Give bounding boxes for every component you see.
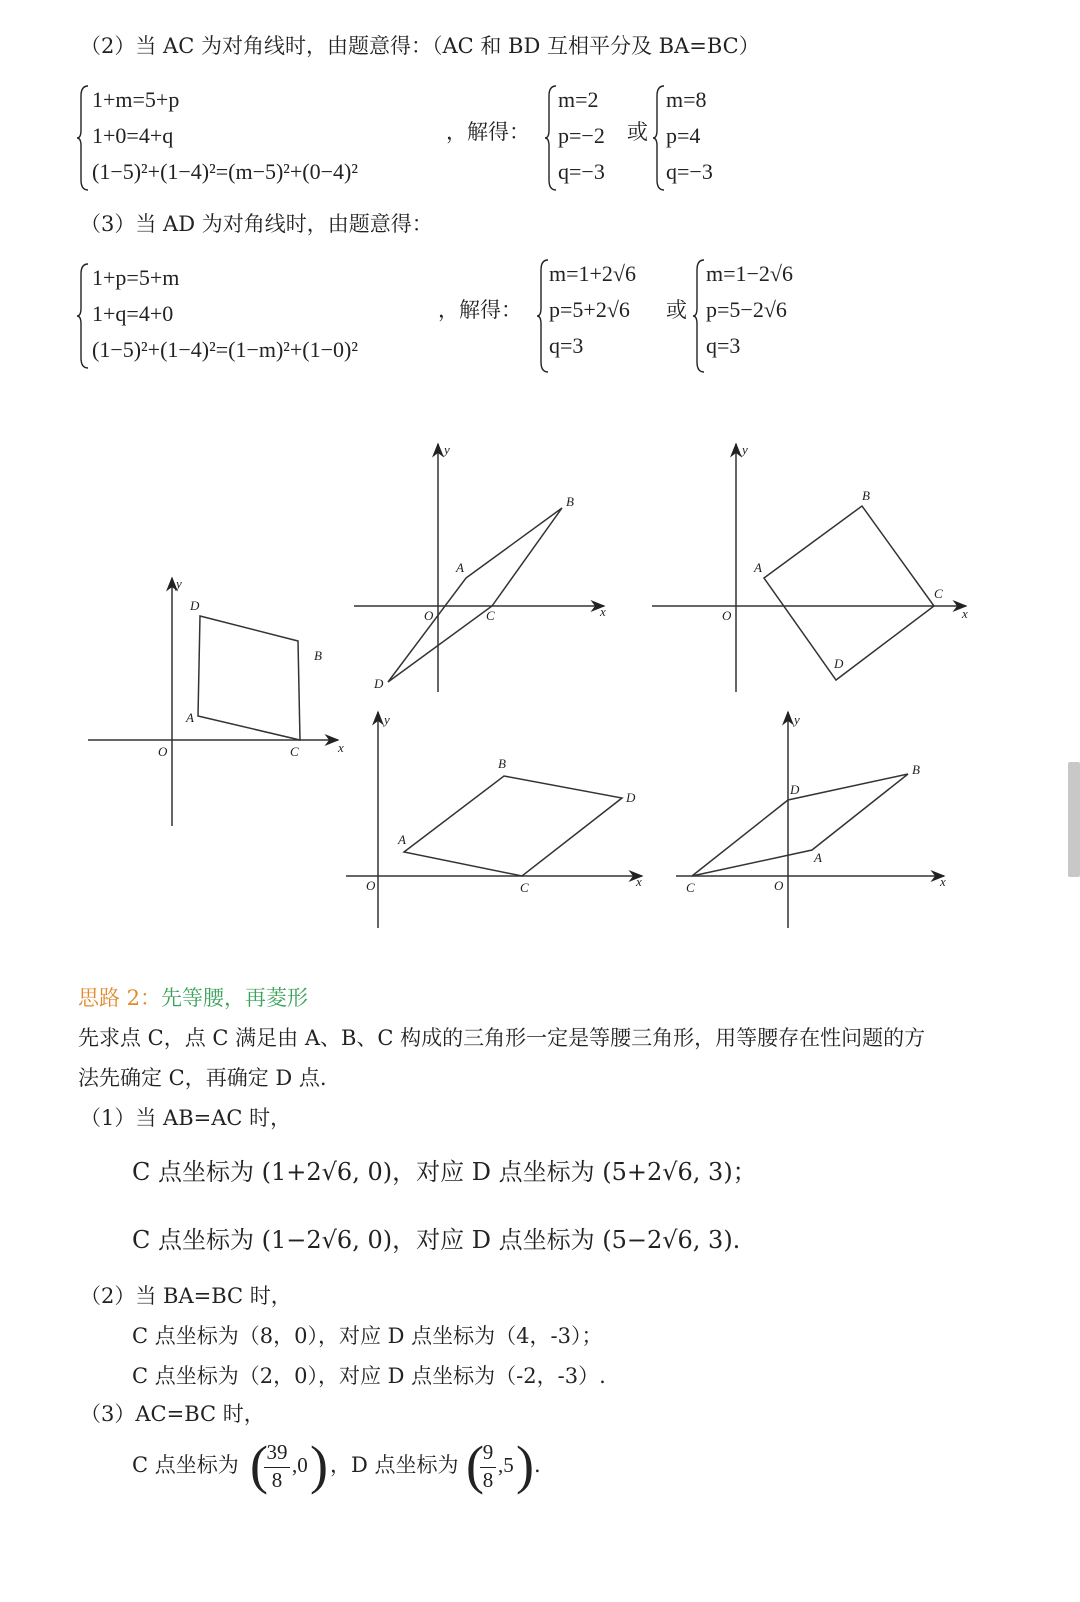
sol-brace-case3-b bbox=[692, 258, 706, 374]
fig3-y-label: y bbox=[742, 442, 748, 457]
fig1-origin-label: O bbox=[158, 744, 168, 759]
case3-sol2-p: p=5−2√6 bbox=[706, 297, 787, 322]
c3-c-y: ,0 bbox=[292, 1453, 308, 1477]
case3-sol1-q: q=3 bbox=[549, 333, 584, 358]
case2-heading: （2）当 AC 为对角线时，由题意得：（AC 和 BD 互相平分及 BA=BC） bbox=[80, 34, 760, 58]
c3-d-fraction bbox=[480, 1440, 496, 1493]
c3-d-lparen: ( bbox=[466, 1435, 484, 1495]
c3-c-rparen: ) bbox=[310, 1435, 328, 1495]
fig4-point-a: A bbox=[398, 832, 406, 847]
fig4-point-b: B bbox=[498, 756, 506, 771]
case3-eq2: 1+q=4+0 bbox=[92, 301, 174, 326]
c3-c-den: 8 bbox=[264, 1467, 290, 1493]
fig3-x-label: x bbox=[962, 606, 968, 621]
fig5-point-a: A bbox=[814, 850, 822, 865]
fig5-x-label: x bbox=[940, 874, 946, 889]
c3-c-fraction bbox=[264, 1440, 290, 1493]
fig1-y-label: y bbox=[176, 576, 182, 591]
case2-solve-label: ，解得： bbox=[446, 120, 530, 144]
figures-panel bbox=[0, 430, 1060, 950]
c3-c-lparen: ( bbox=[250, 1435, 268, 1495]
fig1-point-a: A bbox=[186, 710, 194, 725]
case3-equations bbox=[92, 260, 358, 368]
fig1-point-b: B bbox=[314, 648, 322, 663]
fig3-point-b: B bbox=[862, 488, 870, 503]
case2-sol1-q: q=−3 bbox=[558, 159, 605, 184]
fig4-y-label: y bbox=[384, 712, 390, 727]
c3-d-y: ,5 bbox=[498, 1453, 514, 1477]
fig5-origin-label: O bbox=[774, 878, 784, 893]
idea2-title-main: 先等腰，再菱形 bbox=[161, 986, 309, 1010]
fig3-origin-label: O bbox=[722, 608, 732, 623]
figure-4 bbox=[346, 712, 642, 928]
case2-eq2: 1+0=4+q bbox=[92, 123, 174, 148]
case2-eq1: 1+m=5+p bbox=[92, 87, 180, 112]
fig5-point-c: C bbox=[686, 880, 695, 895]
case3-sol1-m: m=1+2√6 bbox=[549, 261, 637, 286]
page-scrollbar[interactable] bbox=[1068, 762, 1080, 877]
sol-brace-case2-b bbox=[652, 84, 666, 192]
idea2-case1-line1: C 点坐标为 (1+2√6, 0)，对应 D 点坐标为 (5+2√6, 3)； bbox=[132, 1158, 757, 1186]
fig4-point-d: D bbox=[626, 790, 636, 805]
fig5-point-d: D bbox=[790, 782, 800, 797]
fig1-point-d: D bbox=[190, 598, 200, 613]
fig2-point-b: B bbox=[566, 494, 574, 509]
figure-5 bbox=[676, 712, 944, 928]
case2-sol2-q: q=−3 bbox=[666, 159, 713, 184]
fig3-point-d: D bbox=[834, 656, 844, 671]
c3-d-num: 9 bbox=[482, 1440, 494, 1464]
case2-solution-1 bbox=[558, 82, 605, 190]
idea2-case3-heading: （3）AC=BC 时， bbox=[80, 1402, 265, 1426]
case3-solve-label: ，解得： bbox=[438, 298, 522, 322]
case3-solution-1 bbox=[549, 256, 636, 364]
case3-eq1: 1+p=5+m bbox=[92, 265, 180, 290]
fig4-origin-label: O bbox=[366, 878, 376, 893]
case3-sol2-q: q=3 bbox=[706, 333, 741, 358]
case3-or: 或 bbox=[666, 298, 687, 322]
case3-heading: （3）当 AD 为对角线时，由题意得： bbox=[80, 212, 433, 236]
case2-equations bbox=[92, 82, 358, 190]
case3-sol1-p: p=5+2√6 bbox=[549, 297, 630, 322]
idea2-case3-prefix: C 点坐标为 bbox=[132, 1453, 239, 1477]
case2-sol2-p: p=4 bbox=[666, 123, 701, 148]
idea2-para-line2: 法先确定 C，再确定 D 点. bbox=[78, 1066, 327, 1090]
idea2-case2-heading: （2）当 BA=BC 时， bbox=[80, 1284, 292, 1308]
case2-solution-2 bbox=[666, 82, 713, 190]
fig2-point-c: C bbox=[486, 608, 495, 623]
left-brace-case3 bbox=[76, 262, 90, 370]
case3-sol2-m: m=1−2√6 bbox=[706, 261, 794, 286]
figure-2 bbox=[354, 444, 604, 692]
fig2-origin-label: O bbox=[424, 608, 434, 623]
idea2-title bbox=[78, 986, 308, 1011]
case3-solution-2 bbox=[706, 256, 793, 364]
fig2-point-a: A bbox=[456, 560, 464, 575]
fig3-point-c: C bbox=[934, 586, 943, 601]
sol-brace-case2-a bbox=[544, 84, 558, 192]
case3-eq3: (1−5)²+(1−4)²=(1−m)²+(1−0)² bbox=[92, 337, 358, 362]
case2-sol1-m: m=2 bbox=[558, 87, 599, 112]
fig2-point-d: D bbox=[374, 676, 384, 691]
idea2-para-line1: 先求点 C，点 C 满足由 A、B、C 构成的三角形一定是等腰三角形，用等腰存在性问题的方 bbox=[78, 1026, 926, 1050]
c3-c-num: 39 bbox=[266, 1440, 288, 1464]
fig2-y-label: y bbox=[444, 442, 450, 457]
case2-eq3: (1−5)²+(1−4)²=(m−5)²+(0−4)² bbox=[92, 159, 358, 184]
fig4-point-c: C bbox=[520, 880, 529, 895]
fig5-y-label: y bbox=[794, 712, 800, 727]
case2-sol2-m: m=8 bbox=[666, 87, 707, 112]
fig3-point-a: A bbox=[754, 560, 762, 575]
sol-brace-case3-a bbox=[536, 258, 550, 374]
figure-3 bbox=[652, 444, 966, 692]
idea2-case2-line2: C 点坐标为（2，0），对应 D 点坐标为（-2，-3）. bbox=[132, 1364, 606, 1388]
left-brace-case2 bbox=[76, 84, 90, 192]
figure-1 bbox=[88, 578, 338, 826]
case2-sol1-p: p=−2 bbox=[558, 123, 605, 148]
idea2-case1-line2: C 点坐标为 (1−2√6, 0)，对应 D 点坐标为 (5−2√6, 3). bbox=[132, 1226, 741, 1254]
c3-d-rparen: ) bbox=[516, 1435, 534, 1495]
fig5-point-b: B bbox=[912, 762, 920, 777]
fig1-x-label: x bbox=[338, 740, 344, 755]
fig1-point-c: C bbox=[290, 744, 299, 759]
idea2-title-prefix: 思路 2： bbox=[78, 986, 162, 1010]
c3-d-den: 8 bbox=[480, 1467, 496, 1493]
idea2-case3-mid: ，D 点坐标为 bbox=[330, 1453, 459, 1477]
case2-or: 或 bbox=[627, 120, 648, 144]
fig4-x-label: x bbox=[636, 874, 642, 889]
idea2-case1-heading: （1）当 AB=AC 时， bbox=[80, 1106, 292, 1130]
idea2-case2-line1: C 点坐标为（8，0），对应 D 点坐标为（4，-3）； bbox=[132, 1324, 603, 1348]
c3-end: . bbox=[534, 1453, 541, 1477]
fig2-x-label: x bbox=[600, 604, 606, 619]
